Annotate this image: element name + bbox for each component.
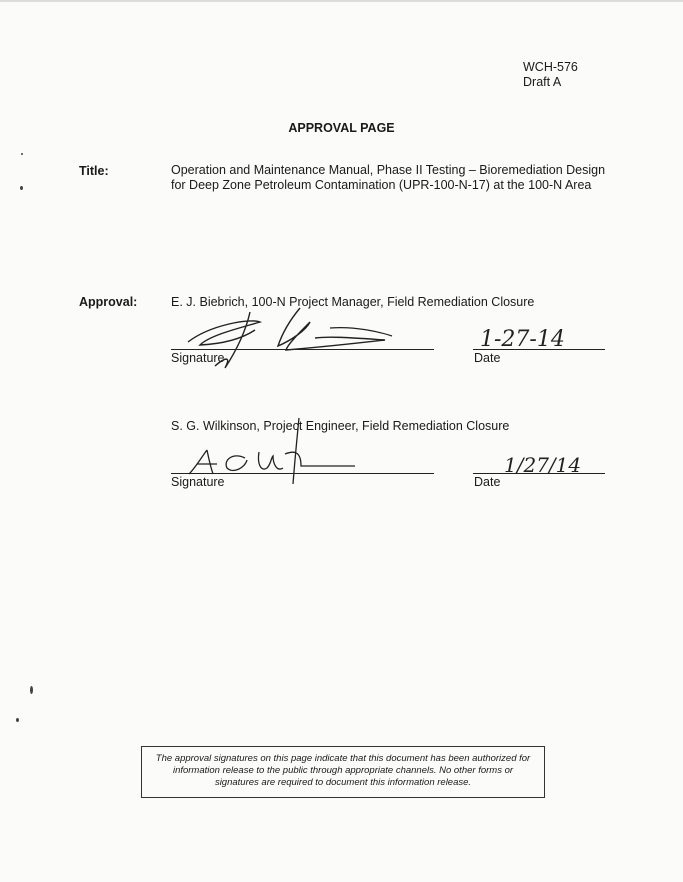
approver-1-name: E. J. Biebrich, 100-N Project Manager, Field Remediation Closure <box>171 295 535 309</box>
approver-1-signature <box>180 300 420 372</box>
approver-2-date-text: 1/27/14 <box>504 453 582 477</box>
scan-speck <box>20 186 23 190</box>
document-id-block <box>523 60 578 89</box>
approver-1-date-caption: Date <box>474 351 501 365</box>
approver-1-date-handwritten <box>478 322 608 352</box>
release-notice: The approval signatures on this page indicate that this document has been authorized for information release to the public through appropriate channels. No other forms or signatures are required to document this information release. <box>141 746 545 798</box>
approver-1-signature-caption: Signature <box>171 351 225 365</box>
approver-2-date-caption: Date <box>474 475 501 489</box>
scan-edge <box>0 0 683 2</box>
approver-2-signature-caption: Signature <box>171 475 225 489</box>
page-title: APPROVAL PAGE <box>288 121 395 135</box>
approver-2-name: S. G. Wilkinson, Project Engineer, Field Remediation Closure <box>171 419 510 433</box>
title-label: Title: <box>79 164 109 178</box>
approval-label: Approval: <box>79 295 138 309</box>
document-number: WCH-576 <box>523 60 578 74</box>
scan-speck <box>30 686 33 694</box>
approver-2-date-handwritten <box>500 448 610 478</box>
document-title: Operation and Maintenance Manual, Phase II Testing – Bioremediation Design for Deep Zone Petroleum Contamination (UPR-100-N-17) at the 100-N Area <box>171 163 606 192</box>
scan-speck <box>21 153 23 155</box>
scan-speck <box>16 718 19 722</box>
approver-1-date-text: 1-27-14 <box>480 327 565 352</box>
approver-2-signature <box>185 412 365 487</box>
document-draft: Draft A <box>523 74 562 89</box>
